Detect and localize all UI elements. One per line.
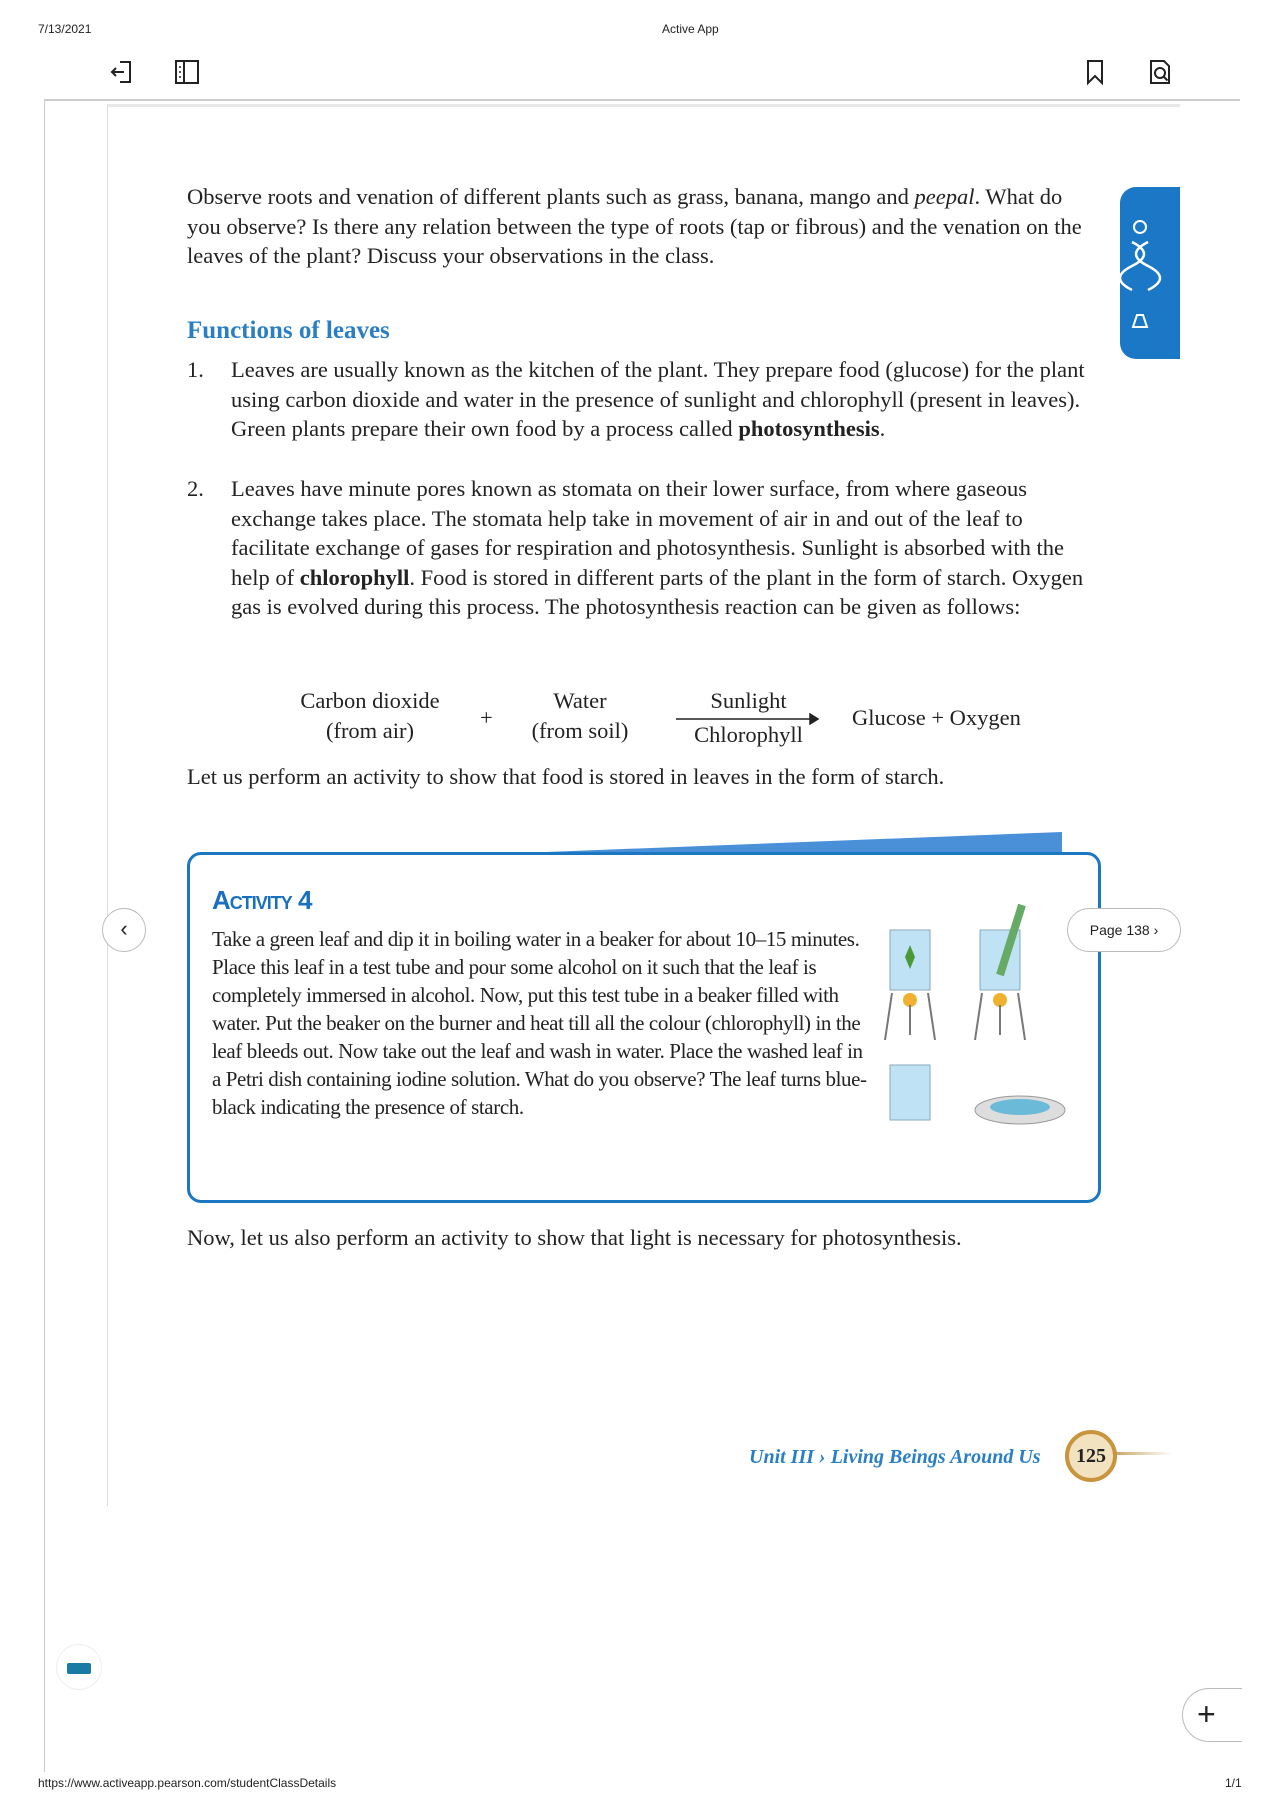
paragraph: Let us perform an activity to show that food is stored in leaves in the form of starch. [187, 764, 945, 789]
sidebar-toggle-icon[interactable] [173, 58, 201, 86]
print-page-count: 1/1 [1225, 1776, 1242, 1790]
exit-icon[interactable] [108, 58, 136, 86]
next-page-button[interactable]: Page 138 › [1067, 908, 1181, 952]
paragraph: Now, let us also perform an activity to show that light is necessary for photosynthesis. [187, 1225, 962, 1250]
activity-box [187, 852, 1101, 1203]
bookmark-icon[interactable] [1081, 58, 1109, 86]
intro-paragraph: Observe roots and venation of different plants such as grass, banana, mango and peepal. What do you observe? Is there any relation between the type of roots (tap or fibrous) and the venation on the leaves of the plant? Discuss your observations in the class. [187, 184, 1082, 268]
experiment-illustration [880, 875, 1090, 1155]
list-item: 1. Leaves are usually known as the kitchen of the plant. They prepare food (glucose) for the plant using carbon dioxide and water in the presence of sunlight and chlorophyll (present in leaves). Green plants prepare their own food by a process called photosynthesis. [187, 357, 1085, 441]
toolbar-divider [44, 99, 1240, 101]
left-border [44, 100, 45, 1772]
print-date: 7/13/2021 [38, 22, 92, 36]
section-heading: Functions of leaves [187, 317, 390, 344]
subject-tab[interactable] [1120, 187, 1180, 359]
activity-text: Take a green leaf and dip it in boiling water in a beaker for about 10–15 minutes. Place this leaf in a test tube and pour some alcohol on it such that the leaf is completely immersed in alcohol. Now, put this test tube in a beaker filled with water. Put the beaker on the burner and heat till all the colour (chlorophyll) in the leaf bleeds out. Now take out the leaf and wash in water. Place the washed leaf in a Petri dish containing iodine solution. What do you observe? The leaf turns blue-black indicating the presence of starch. [212, 927, 867, 1119]
activity-title: Activity 4 [212, 885, 312, 915]
unit-footer: Unit III › Living Beings Around Us [749, 1446, 1041, 1468]
print-url: https://www.activeapp.pearson.com/studentClassDetails [38, 1776, 337, 1790]
tool-button[interactable] [56, 1644, 102, 1690]
book-page [107, 104, 1180, 1506]
prev-page-button[interactable]: ‹ [102, 908, 146, 952]
search-page-icon[interactable] [1146, 58, 1174, 86]
print-title: Active App [662, 22, 719, 36]
page-number-badge: 125 [1065, 1430, 1117, 1482]
zoom-in-button[interactable]: + [1182, 1688, 1242, 1742]
list-item: 2. Leaves have minute pores known as stomata on their lower surface, from where gaseous exchange takes place. The stomata help take in movement of air in and out of the leaf to facilitate exchange of gases for respiration and photosynthesis. Sunlight is absorbed with the help of chlorophyll. Food is stored in different parts of the plant in the form of starch. Oxygen gas is evolved during this process. The photosynthesis reaction can be given as follows: [187, 476, 1084, 619]
dna-icon [1120, 187, 1180, 359]
tool-icon [67, 1663, 91, 1674]
footer-decoration [1112, 1452, 1172, 1455]
